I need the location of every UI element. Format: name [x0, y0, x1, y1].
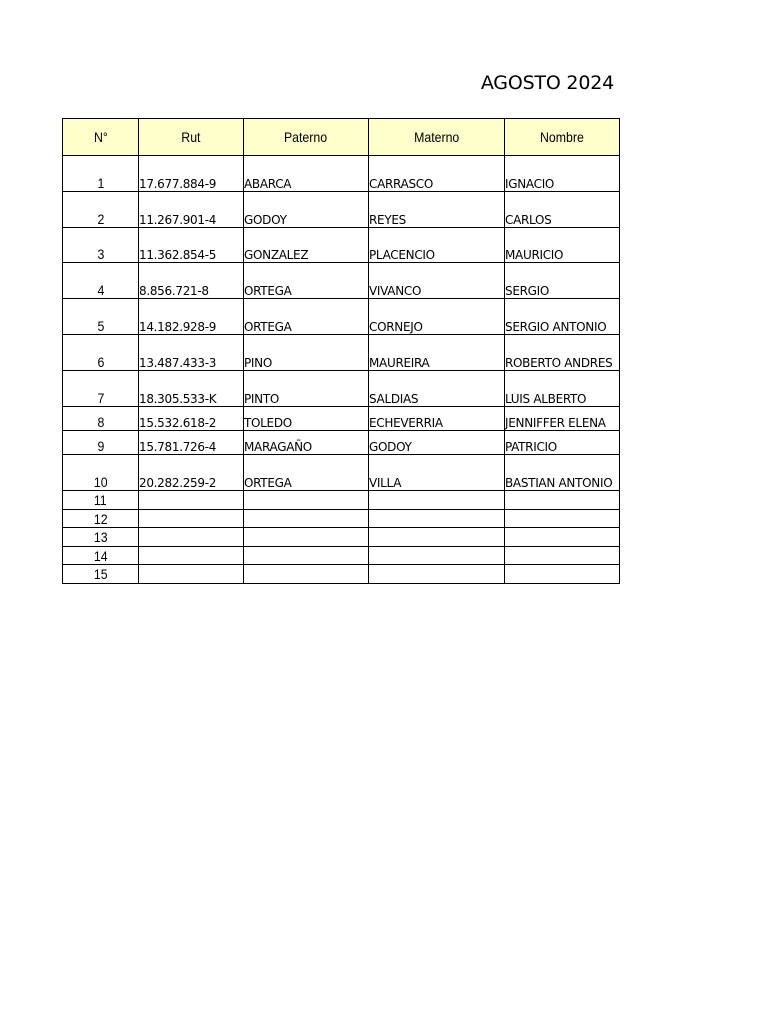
header-row — [63, 119, 620, 156]
nombre-cell: SERGIO — [505, 263, 620, 299]
rut-cell — [139, 528, 244, 547]
table-row — [63, 192, 620, 228]
nombre-cell — [505, 491, 620, 510]
paterno-cell: MARAGAÑO — [244, 431, 369, 455]
table-row — [63, 335, 620, 371]
table-row — [63, 371, 620, 407]
column-header-num — [63, 119, 139, 156]
row-number: 11 — [94, 492, 107, 508]
row-number-cell — [63, 510, 139, 528]
nombre-cell: BASTIAN ANTONIO — [505, 455, 620, 491]
rut-cell: 17.677.884-9 — [139, 156, 244, 192]
materno-cell — [369, 565, 505, 584]
rut-cell: 15.781.726-4 — [139, 431, 244, 455]
materno-cell — [369, 547, 505, 565]
table-row — [63, 228, 620, 263]
page-title: AGOSTO 2024 — [480, 72, 614, 94]
materno-cell — [369, 510, 505, 528]
nombre-cell: MAURICIO — [505, 228, 620, 263]
paterno-cell — [244, 491, 369, 510]
table-row — [63, 299, 620, 335]
table-row — [63, 156, 620, 192]
row-number-cell — [63, 299, 139, 335]
paterno-cell: ORTEGA — [244, 263, 369, 299]
row-number: 6 — [97, 354, 104, 370]
nombre-cell: LUIS ALBERTO — [505, 371, 620, 407]
nombre-cell: IGNACIO — [505, 156, 620, 192]
materno-cell: CARRASCO — [369, 156, 505, 192]
roster-table — [62, 118, 620, 584]
table-row — [63, 528, 620, 547]
row-number-cell — [63, 407, 139, 431]
table-row — [63, 455, 620, 491]
row-number: 8 — [97, 414, 104, 430]
row-number: 4 — [97, 282, 104, 298]
rut-cell: 8.856.721-8 — [139, 263, 244, 299]
row-number-cell — [63, 528, 139, 547]
row-number-cell — [63, 371, 139, 407]
paterno-cell — [244, 510, 369, 528]
column-header-paterno — [244, 119, 369, 156]
row-number: 15 — [93, 566, 108, 582]
row-number-cell — [63, 156, 139, 192]
row-number: 13 — [93, 529, 108, 545]
rut-cell: 11.267.901-4 — [139, 192, 244, 228]
column-header-materno — [369, 119, 505, 156]
row-number-cell — [63, 547, 139, 565]
nombre-cell — [505, 510, 620, 528]
row-number-cell — [63, 491, 139, 510]
materno-cell — [369, 491, 505, 510]
row-number: 10 — [93, 474, 108, 490]
row-number: 1 — [97, 175, 104, 191]
nombre-cell — [505, 547, 620, 565]
materno-cell: ECHEVERRIA — [369, 407, 505, 431]
row-number: 12 — [93, 510, 108, 527]
materno-cell — [369, 528, 505, 547]
paterno-cell: ORTEGA — [244, 299, 369, 335]
materno-cell: GODOY — [369, 431, 505, 455]
paterno-cell: GONZALEZ — [244, 228, 369, 263]
paterno-cell — [244, 565, 369, 584]
materno-cell: SALDIAS — [369, 371, 505, 407]
paterno-cell: ABARCA — [244, 156, 369, 192]
rut-cell: 20.282.259-2 — [139, 455, 244, 491]
column-header-materno-label: Materno — [413, 129, 460, 145]
row-number: 9 — [97, 438, 104, 454]
row-number-cell — [63, 192, 139, 228]
table-row — [63, 263, 620, 299]
materno-cell: PLACENCIO — [369, 228, 505, 263]
nombre-cell: JENNIFFER ELENA — [505, 407, 620, 431]
column-header-nombre-label: Nombre — [540, 129, 584, 145]
rut-cell: 15.532.618-2 — [139, 407, 244, 431]
row-number: 14 — [93, 547, 108, 564]
table-row — [63, 565, 620, 584]
rut-cell — [139, 491, 244, 510]
materno-cell: REYES — [369, 192, 505, 228]
materno-cell: MAUREIRA — [369, 335, 505, 371]
row-number-cell — [63, 565, 139, 584]
row-number-cell — [63, 263, 139, 299]
materno-cell: VILLA — [369, 455, 505, 491]
column-header-rut-label: Rut — [181, 129, 201, 145]
paterno-cell: PINO — [244, 335, 369, 371]
rut-cell: 11.362.854-5 — [139, 228, 244, 263]
table-row — [63, 407, 620, 431]
column-header-nombre — [505, 119, 620, 156]
row-number: 3 — [97, 246, 104, 262]
paterno-cell: ORTEGA — [244, 455, 369, 491]
row-number-cell — [63, 228, 139, 263]
materno-cell: CORNEJO — [369, 299, 505, 335]
column-header-rut — [139, 119, 244, 156]
row-number: 7 — [97, 390, 104, 406]
rut-cell — [139, 547, 244, 565]
row-number-cell — [63, 335, 139, 371]
rut-cell: 14.182.928-9 — [139, 299, 244, 335]
row-number: 5 — [97, 318, 104, 334]
rut-cell: 18.305.533-K — [139, 371, 244, 407]
nombre-cell: PATRICIO — [505, 431, 620, 455]
row-number-cell — [63, 431, 139, 455]
materno-cell: VIVANCO — [369, 263, 505, 299]
paterno-cell — [244, 547, 369, 565]
rut-cell — [139, 510, 244, 528]
paterno-cell: TOLEDO — [244, 407, 369, 431]
nombre-cell: CARLOS — [505, 192, 620, 228]
table-row — [63, 547, 620, 565]
nombre-cell — [505, 565, 620, 584]
table-row — [63, 510, 620, 528]
paterno-cell: PINTO — [244, 371, 369, 407]
nombre-cell — [505, 528, 620, 547]
row-number: 2 — [97, 211, 104, 227]
nombre-cell: SERGIO ANTONIO — [505, 299, 620, 335]
paterno-cell: GODOY — [244, 192, 369, 228]
nombre-cell: ROBERTO ANDRES — [505, 335, 620, 371]
row-number-cell — [63, 455, 139, 491]
table-row — [63, 491, 620, 510]
column-header-paterno-label: Paterno — [284, 129, 328, 145]
column-header-num-label: N° — [93, 129, 108, 145]
rut-cell — [139, 565, 244, 584]
rut-cell: 13.487.433-3 — [139, 335, 244, 371]
paterno-cell — [244, 528, 369, 547]
table-row — [63, 431, 620, 455]
